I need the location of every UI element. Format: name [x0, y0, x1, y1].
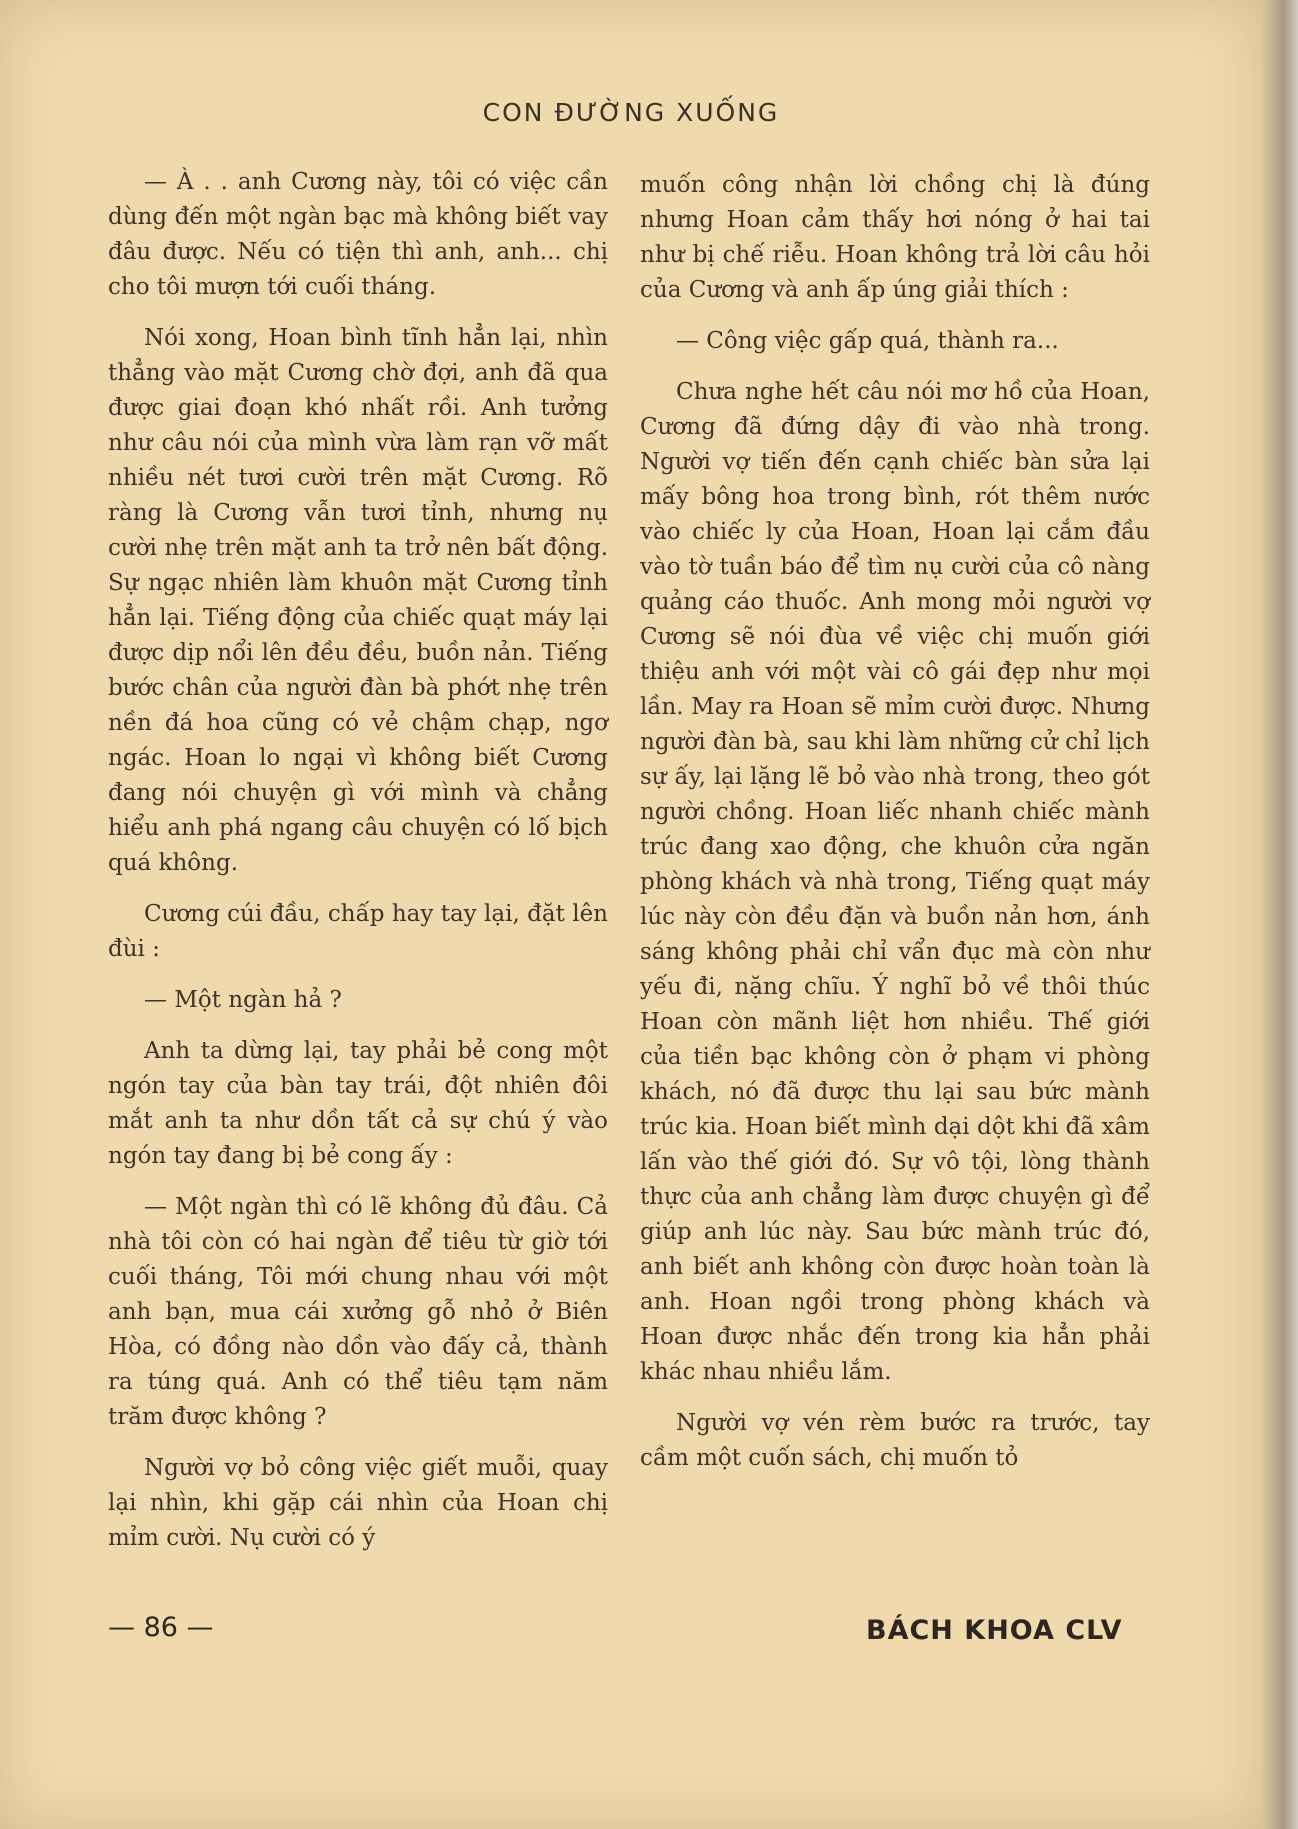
book-spine-edge: [1262, 0, 1298, 1829]
paragraph: Người vợ bỏ công việc giết muỗi, quay lại nhìn, khi gặp cái nhìn của Hoan chị mỉm cười. Nụ cười có ý: [108, 1455, 608, 1551]
left-column: [108, 165, 608, 1572]
paragraph: — À . . anh Cương này, tôi có việc cần dùng đến một ngàn bạc mà không biết vay đâu được. Nếu có tiện thì anh, anh... chị cho tôi mượn tới cuối tháng.: [108, 169, 608, 300]
paragraph: — Một ngàn hả ?: [144, 987, 342, 1013]
magazine-name: BÁCH KHOA CLV: [866, 1615, 1123, 1646]
paragraph: — Công việc gấp quá, thành ra...: [676, 328, 1059, 354]
paragraph: Anh ta dừng lại, tay phải bẻ cong một ngón tay của bàn tay trái, đột nhiên đôi mắt anh ta như dồn tất cả sự chú ý vào ngón tay đang bị bẻ cong ấy :: [108, 1038, 608, 1169]
paragraph: muốn công nhận lời chồng chị là đúng nhưng Hoan cảm thấy hơi nóng ở hai tai như bị chế riễu. Hoan không trả lời câu hỏi của Cương và anh ấp úng giải thích :: [640, 172, 1150, 303]
paragraph: — Một ngàn thì có lẽ không đủ đâu. Cả nhà tôi còn có hai ngàn để tiêu từ giờ tới cuối tháng, Tôi mới chung nhau với một anh bạn, mua cái xưởng gỗ nhỏ ở Biên Hòa, có đồng nào dồn vào đấy cả, thành ra túng quá. Anh có thể tiêu tạm năm trăm được không ?: [108, 1194, 608, 1430]
right-column: [640, 168, 1150, 1492]
paragraph: Chưa nghe hết câu nói mơ hồ của Hoan, Cương đã đứng dậy đi vào nhà trong. Người vợ tiến đến cạnh chiếc bàn sửa lại mấy bông hoa trong bình, rót thêm nước vào chiếc ly của Hoan, Hoan lại cắm đầu vào tờ tuần báo để tìm nụ cười của cô nàng quảng cáo thuốc. Anh mong mỏi người vợ Cương sẽ nói đùa về việc chị muốn giới thiệu anh với một vài cô gái đẹp như mọi lần. May ra Hoan sẽ mỉm cười được. Nhưng người đàn bà, sau khi làm những cử chỉ lịch sự ấy, lại lặng lẽ bỏ vào nhà trong, theo gót người chồng. Hoan liếc nhanh chiếc mành trúc đang xao động, che khuôn cửa ngăn phòng khách và nhà trong, Tiếng quạt máy lúc này còn đều đặn và buồn nản hơn, ánh sáng không phải chỉ vẩn đục mà còn như yếu đi, nặng chĩu. Ý nghĩ bỏ về thôi thúc Hoan còn mãnh liệt hơn nhiều. Thế giới của tiền bạc không còn ở phạm vi phòng khách, nó đã được thu lại sau bức mành trúc kia. Hoan biết mình dại dột khi đã xâm lấn vào thế giới đó. Sự vô tội, lòng thành thực của anh chẳng làm được chuyện gì để giúp anh lúc này. Sau bức mành trúc đó, anh biết anh không còn được hoàn toàn là anh. Hoan ngồi trong phòng khách và Hoan được nhắc đến trong kia hẳn phải khác nhau nhiều lắm.: [640, 379, 1150, 1385]
paragraph: Cương cúi đầu, chấp hay tay lại, đặt lên đùi :: [108, 901, 608, 962]
paragraph: Nói xong, Hoan bình tĩnh hẳn lại, nhìn thẳng vào mặt Cương chờ đợi, anh đã qua được giai đoạn khó nhất rồi. Anh tưởng như câu nói của mình vừa làm rạn vỡ mất nhiều nét tươi cười trên mặt Cương. Rõ ràng là Cương vẫn tươi tỉnh, nhưng nụ cười nhẹ trên mặt anh ta trở nên bất động. Sự ngạc nhiên làm khuôn mặt Cương tỉnh hẳn lại. Tiếng động của chiếc quạt máy lại được dịp nổi lên đều đều, buồn nản. Tiếng bước chân của người đàn bà phớt nhẹ trên nền đá hoa cũng có vẻ chậm chạp, ngơ ngác. Hoan lo ngại vì không biết Cương đang nói chuyện gì với mình và chẳng hiểu anh phá ngang câu chuyện có lố bịch quá không.: [108, 325, 608, 876]
running-title: CON ĐƯỜNG XUỐNG: [482, 98, 780, 127]
paragraph: Người vợ vén rèm bước ra trước, tay cầm một cuốn sách, chị muốn tỏ: [640, 1410, 1150, 1471]
page-number: — 86 —: [108, 1612, 214, 1643]
